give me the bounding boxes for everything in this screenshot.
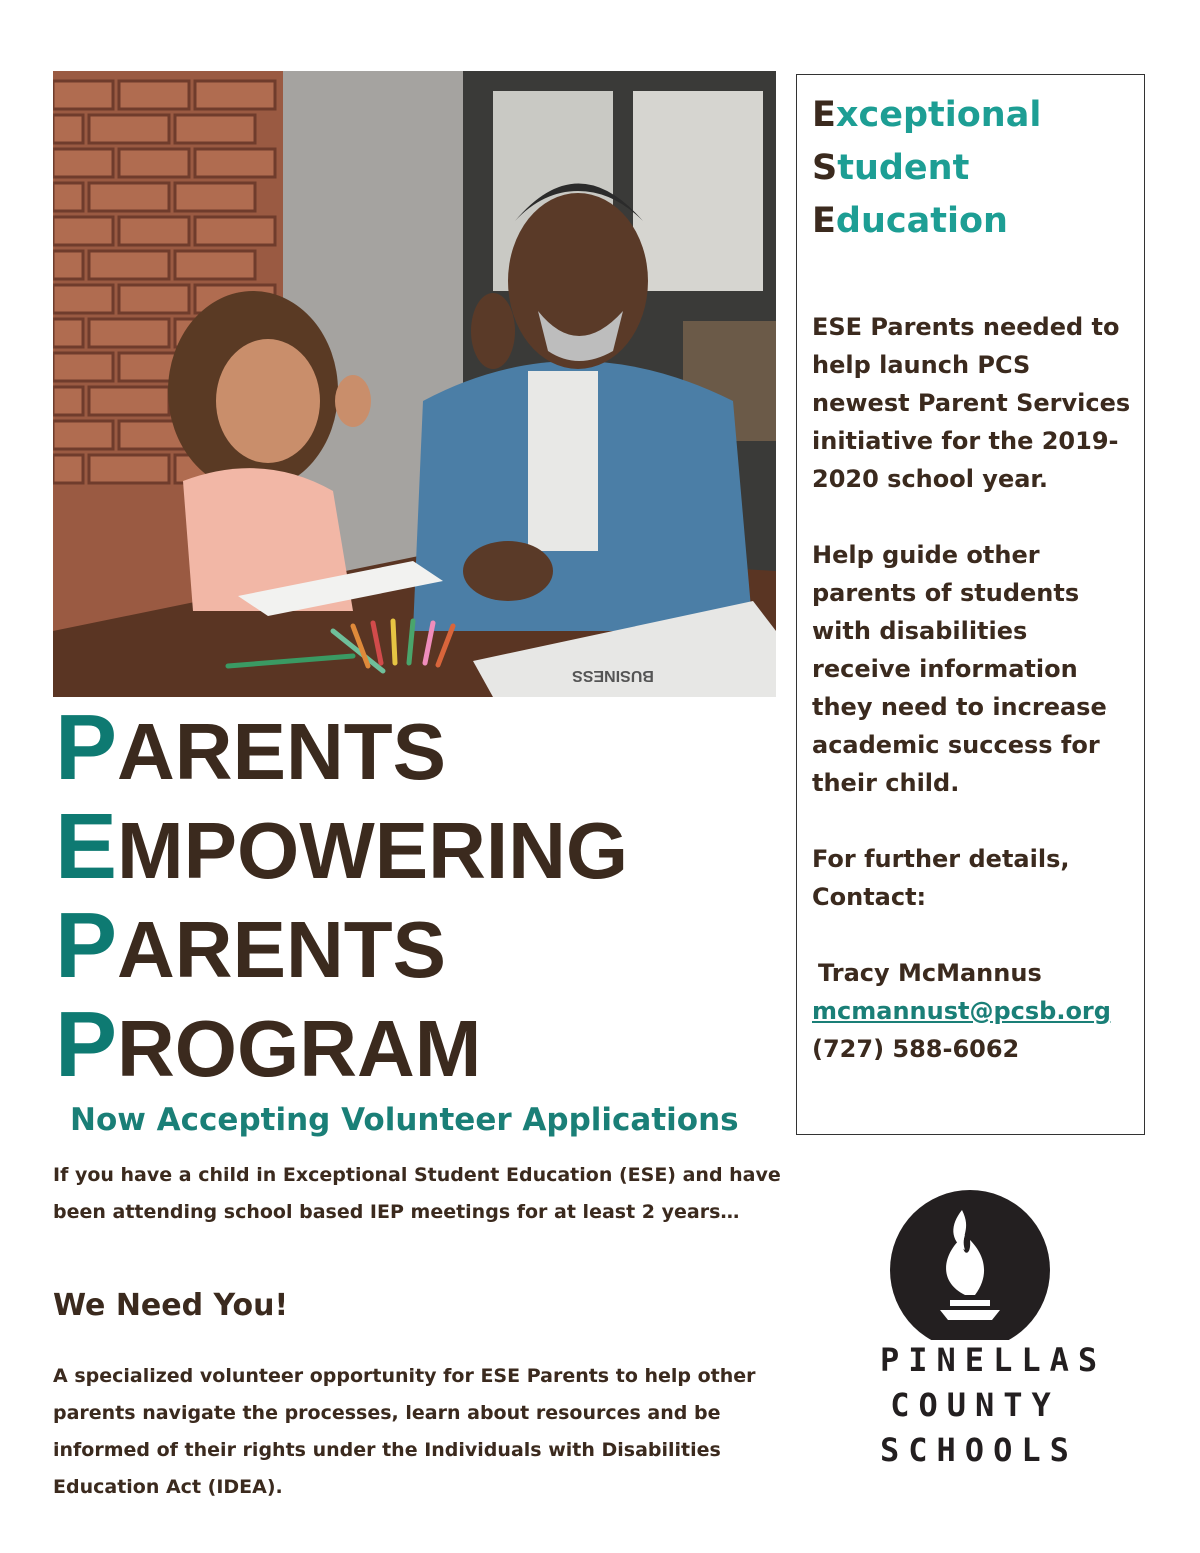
contact-block — [812, 954, 1134, 1068]
further-details-text — [812, 840, 1134, 916]
ese-line-exceptional: Exceptional — [812, 95, 1042, 135]
ese-parents-needed-text: ESE Parents needed to help launch PCS newest Parent Services initiative for the 2019-2020 school year. — [812, 313, 1131, 493]
photo-illustration — [53, 71, 776, 697]
description-paragraph: A specialized volunteer opportunity for ESE Parents to help other parents navigate the processes, learn about resources and be informed of their rights under the Individuals with Disabilities Education Act (IDEA). — [53, 1365, 756, 1498]
we-need-you-heading: We Need You! — [53, 1288, 289, 1323]
logo-text-pinellas: PINELLAS — [880, 1341, 1107, 1379]
logo-text-county: COUNTY — [890, 1386, 1060, 1424]
ese-info-box — [796, 74, 1145, 1135]
intro-paragraph: If you have a child in Exceptional Student Education (ESE) and have been attending school based IEP meetings for at least 2 years… — [53, 1164, 781, 1223]
contact-label: Contact: — [812, 883, 927, 911]
contact-name: Tracy McMannus — [818, 959, 1042, 987]
ese-title — [812, 89, 1134, 248]
further-details-line: For further details, — [812, 845, 1070, 873]
ese-line-education: Education — [812, 201, 1008, 241]
volunteer-subheading: Now Accepting Volunteer Applications — [70, 1102, 739, 1138]
parent-child-photo — [53, 71, 776, 697]
title-line-empowering: EMPOWERING — [55, 794, 629, 898]
contact-phone: (727) 588-6062 — [812, 1035, 1020, 1063]
program-title — [55, 695, 629, 1096]
help-guide-text: Help guide other parents of students with disabilities receive information they need to increase academic success for their child. — [812, 541, 1107, 797]
title-line-parents: PARENTS — [55, 695, 446, 799]
newspaper-text: BUSINESS — [572, 667, 654, 684]
title-line-program: PROGRAM — [55, 992, 482, 1096]
torch-icon — [880, 1190, 1070, 1340]
logo-text-schools: SCHOOLS — [880, 1431, 1078, 1469]
ese-line-student: Student — [812, 148, 970, 188]
pinellas-county-schools-logo — [880, 1190, 1107, 1490]
contact-email-link[interactable]: mcmannust@pcsb.org — [812, 997, 1111, 1025]
title-line-parents-2: PARENTS — [55, 893, 446, 997]
